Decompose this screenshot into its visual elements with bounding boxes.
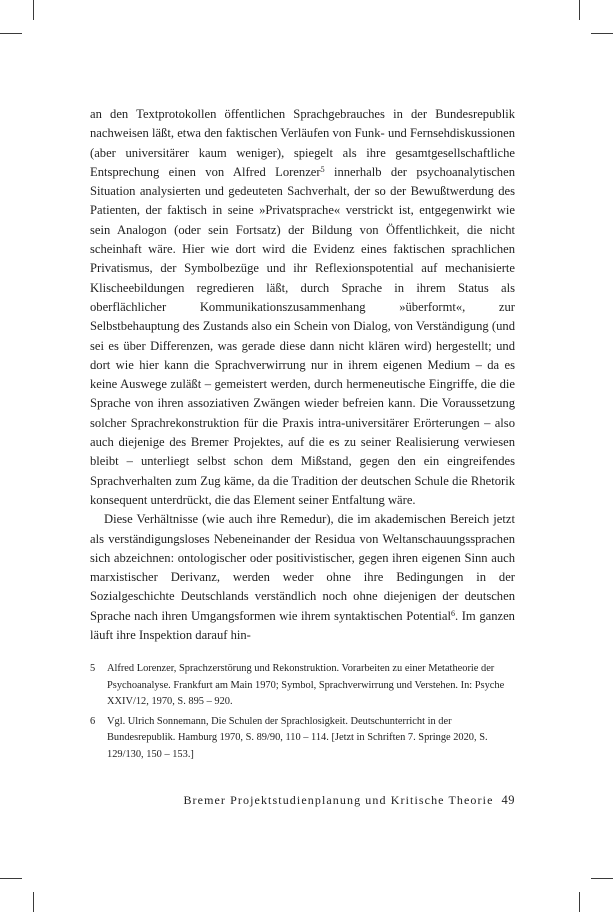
page-number: 49 [501, 793, 515, 807]
footnote [90, 661, 515, 711]
text-run: Diese Verhältnisse (wie auch ihre Remedur), die im akademischen Bereich jetzt als verständigungsloses Nebeneinander der Residua von Weltanschauungssprachen sich abzeichnen: ontologischer oder positivistischer, gegen ihren eigenen Sinn auch marxistischer Derivanz, werden weder ohne ihre Bedingungen in der Sozialgeschichte Deutschlands verständlich noch ohne diejenigen der deutschen Sprache nach ihren Umgangsformen wie ihrem syntaktischen Potential [90, 512, 515, 623]
crop-mark [579, 0, 580, 20]
crop-mark [0, 878, 22, 879]
footnote [90, 714, 515, 764]
page-footer [90, 793, 515, 808]
footnote-number: 5 [90, 663, 96, 674]
crop-mark [579, 892, 580, 912]
running-title: Bremer Projektstudienplanung und Kritische Theorie [183, 793, 494, 807]
text-run: . Im ganzen läuft ihre Inspektion darauf hin- [90, 608, 515, 643]
crop-mark [0, 33, 22, 34]
crop-mark [33, 892, 34, 912]
body-paragraph [90, 105, 515, 510]
footnote-number: 6 [90, 715, 96, 727]
text-run: an den Textprotokollen öffentlichen Sprachgebrauches in der Bundesrepublik nachweisen läßt, etwa den faktischen Verläufen von Funk- und Fernsehdiskussionen (aber universitärer kaum weniger), spiegelt als ihre gesamtgesellschaftliche Entsprechung einen von Alfred Lorenzer [90, 107, 515, 179]
crop-mark [591, 33, 613, 34]
footnote-text: Alfred Lorenzer, Sprachzerstörung und Rekonstruktion. Vorarbeiten zu einer Metatheorie der Psychoanalyse. Frankfurt am Main 1970; Symbol, Sprachverwirrung und Verstehen. In: Psyche XXIV/12, 1970, S. 895 – 920. [107, 663, 505, 708]
footnote-reference: 5 [320, 164, 325, 174]
crop-mark [591, 878, 613, 879]
footnote-text: Vgl. Ulrich Sonnemann, Die Schulen der Sprachlosigkeit. Deutschunterricht in der Bundesrepublik. Hamburg 1970, S. 89/90, 110 – 114. [Jetzt in Schriften 7. Springe 2020, S. 129/130, 150 – 153.] [107, 715, 488, 760]
crop-mark [33, 0, 34, 20]
body-text [90, 105, 515, 645]
footnotes [90, 661, 515, 767]
footnote-reference: 6 [450, 608, 455, 618]
body-paragraph [90, 510, 515, 645]
text-run: innerhalb der psychoanalytischen Situation analysierten und gedeuteten Sachverhalt, der so der Bewußtwerdung des Patienten, der faktisch in seine »Privatsprache« verstrickt ist, entgegenwirkt wie sein Analogon (oder sein Fortsatz) der Bildung von Öffentlichkeit, die nicht scheinhaft wäre. Hier wie dort wird die Evidenz eines faktischen sprachlichen Privatismus, der Symbolbezüge und ihr Reflexionspotential auf mechanisierte Klischeebildungen regredieren läßt, durch Sprache in ihrem Status als oberflächlicher Kommunikationszusammenhang »überformt«, zur Selbstbehauptung des Zustands also ein Schein von Dialog, von Verständigung (und sei es über Differenzen, was gerade diese dann nicht klären wird) hergestellt; und dort wie hier kann die Sprachverwirrung nur in ihrem eigenen Medium – da es keine Auswege zuläßt – gemeistert werden, durch hermeneutische Eingriffe, die die Sprache von ihren assoziativen Zwängen wieder befreien kann. Die Voraussetzung solcher Sprachrekonstruktion für die Praxis intra-universitärer Erörterungen – also auch diejenige des Bremer Projektes, auf die es zu seiner Realisierung verwiesen bleibt – unterliegt selbst schon dem Mißstand, gegen den ein eingreifendes Sprachverhalten zum Zug käme, da die Tradition der deutschen Schule die Rhetorik konsequent unterdrückt, die das Element seiner Entfaltung wäre. [90, 164, 515, 507]
